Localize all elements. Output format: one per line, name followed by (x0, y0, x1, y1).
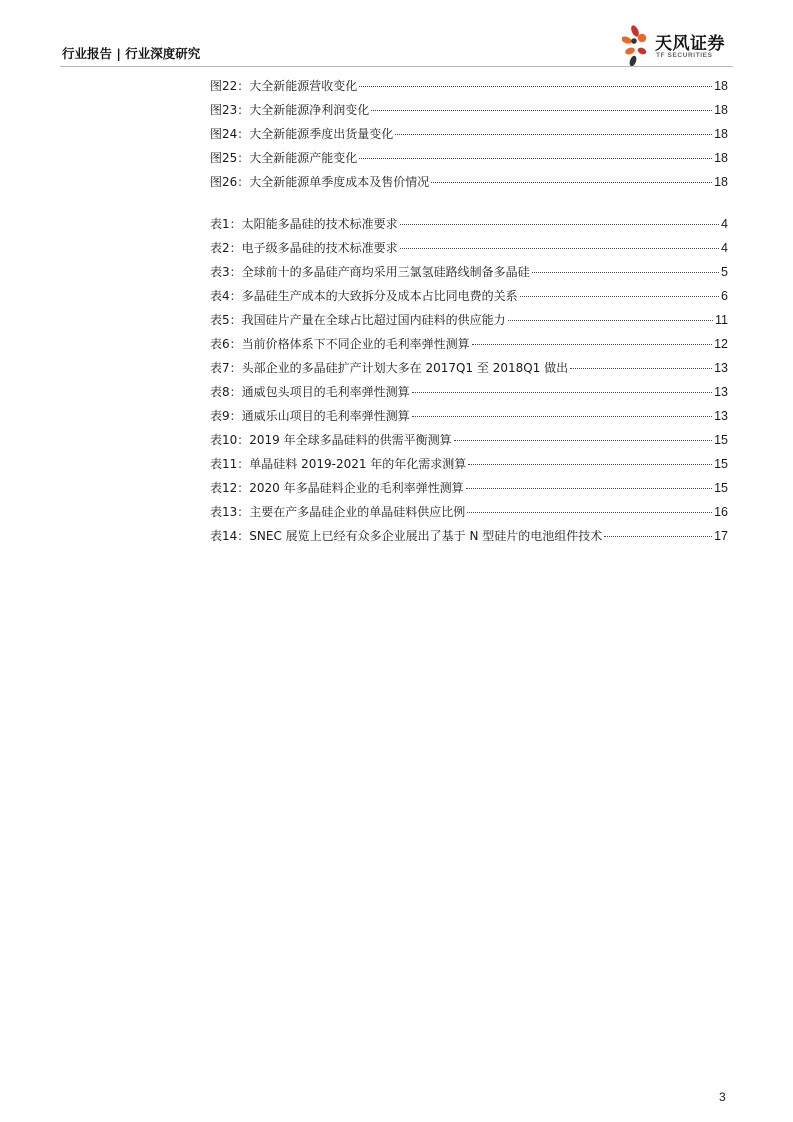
toc-entry[interactable] (210, 503, 728, 521)
toc-entry[interactable] (210, 77, 728, 95)
toc-entry-title: 表6：当前价格体系下不同企业的毛利率弹性测算 (210, 337, 470, 351)
toc-entry-page: 15 (714, 481, 728, 495)
toc-leader-dots (454, 439, 712, 441)
toc-leader-dots (508, 319, 713, 321)
toc-entry-page: 4 (721, 217, 728, 231)
header-divider (60, 66, 733, 67)
toc-entry-title: 表2：电子级多晶硅的技术标准要求 (210, 241, 398, 255)
toc-entry-title: 图23：大全新能源净利润变化 (210, 103, 370, 117)
toc-entry[interactable] (210, 287, 728, 305)
toc-entry-title: 表14：SNEC 展览上已经有众多企业展出了基于 N 型硅片的电池组件技术 (210, 529, 603, 543)
toc-entry-page: 11 (715, 313, 728, 327)
toc-leader-dots (467, 511, 712, 513)
toc-entry-page: 15 (714, 433, 728, 447)
toc-entry[interactable] (210, 335, 728, 353)
toc-entry[interactable] (210, 149, 728, 167)
toc-entry-page: 5 (721, 265, 728, 279)
toc-entry-page: 13 (714, 409, 728, 423)
toc-entry[interactable] (210, 311, 728, 329)
toc-entry-title: 表1：太阳能多晶硅的技术标准要求 (210, 217, 398, 231)
page-number: 3 (719, 1090, 726, 1104)
toc-entry[interactable] (210, 239, 728, 257)
toc-entry-page: 12 (714, 337, 728, 351)
toc-entry-title: 表13：主要在产多晶硅企业的单晶硅料供应比例 (210, 505, 466, 519)
toc-leader-dots (359, 157, 712, 159)
toc-entry[interactable] (210, 173, 728, 191)
toc-leader-dots (412, 415, 712, 417)
toc-entry-page: 13 (714, 385, 728, 399)
toc-entry[interactable] (210, 407, 728, 425)
toc-leader-dots (400, 223, 719, 225)
toc-entry[interactable] (210, 101, 728, 119)
toc-entry-page: 17 (714, 529, 728, 543)
toc-entry-page: 18 (714, 79, 728, 93)
toc-leader-dots (570, 367, 712, 369)
toc-entry-title: 表9：通威乐山项目的毛利率弹性测算 (210, 409, 410, 423)
toc-leader-dots (431, 181, 712, 183)
toc-entry-page: 18 (714, 103, 728, 117)
toc-leader-dots (468, 463, 712, 465)
toc-entry-title: 表7：头部企业的多晶硅扩产计划大多在 2017Q1 至 2018Q1 做出 (210, 361, 569, 375)
toc-entry-page: 18 (714, 127, 728, 141)
logo-wordmark-cn: 天风证券 (655, 34, 725, 54)
toc-entry[interactable] (210, 263, 728, 281)
toc-leader-dots (604, 535, 712, 537)
toc-entry-title: 图22：大全新能源营收变化 (210, 79, 358, 93)
toc-leader-dots (412, 391, 712, 393)
toc-entry-title: 表10：2019 年全球多晶硅料的供需平衡测算 (210, 433, 452, 447)
toc-leader-dots (395, 133, 712, 135)
toc-leader-dots (532, 271, 719, 273)
toc-leader-dots (400, 247, 719, 249)
flower-logo-icon (622, 24, 656, 68)
toc-entry-title: 表4：多晶硅生产成本的大致拆分及成本占比同电费的关系 (210, 289, 518, 303)
toc-entry-title: 图24：大全新能源季度出货量变化 (210, 127, 394, 141)
toc-entry[interactable] (210, 359, 728, 377)
toc-leader-dots (466, 487, 712, 489)
toc-entry-page: 4 (721, 241, 728, 255)
toc-entry-title: 表5：我国硅片产量在全球占比超过国内硅料的供应能力 (210, 313, 506, 327)
toc-entry[interactable] (210, 479, 728, 497)
toc-entry[interactable] (210, 431, 728, 449)
toc-entry-page: 6 (721, 289, 728, 303)
toc-entry-page: 18 (714, 151, 728, 165)
toc-entry-page: 15 (714, 457, 728, 471)
toc-leader-dots (359, 85, 712, 87)
toc-entry[interactable] (210, 383, 728, 401)
toc-entry-title: 表3：全球前十的多晶硅产商均采用三氯氢硅路线制备多晶硅 (210, 265, 530, 279)
report-category: 行业报告 | 行业深度研究 (62, 46, 201, 61)
toc-leader-dots (472, 343, 712, 345)
toc-entry-title: 图26：大全新能源单季度成本及售价情况 (210, 175, 430, 189)
toc-entry-page: 18 (714, 175, 728, 189)
toc-entry[interactable] (210, 125, 728, 143)
company-logo (622, 24, 737, 70)
toc-entry[interactable] (210, 527, 728, 545)
toc-entry-title: 表12：2020 年多晶硅料企业的毛利率弹性测算 (210, 481, 464, 495)
toc-leader-dots (520, 295, 719, 297)
toc-entry-page: 13 (714, 361, 728, 375)
toc-entry-title: 表11：单晶硅料 2019-2021 年的年化需求测算 (210, 457, 467, 471)
toc-entry-page: 16 (714, 505, 728, 519)
logo-wordmark-en: TF SECURITIES (656, 52, 713, 59)
toc-entry-title: 图25：大全新能源产能变化 (210, 151, 358, 165)
toc-leader-dots (371, 109, 712, 111)
toc-entry[interactable] (210, 455, 728, 473)
toc-entry[interactable] (210, 215, 728, 233)
toc-entry-title: 表8：通威包头项目的毛利率弹性测算 (210, 385, 410, 399)
